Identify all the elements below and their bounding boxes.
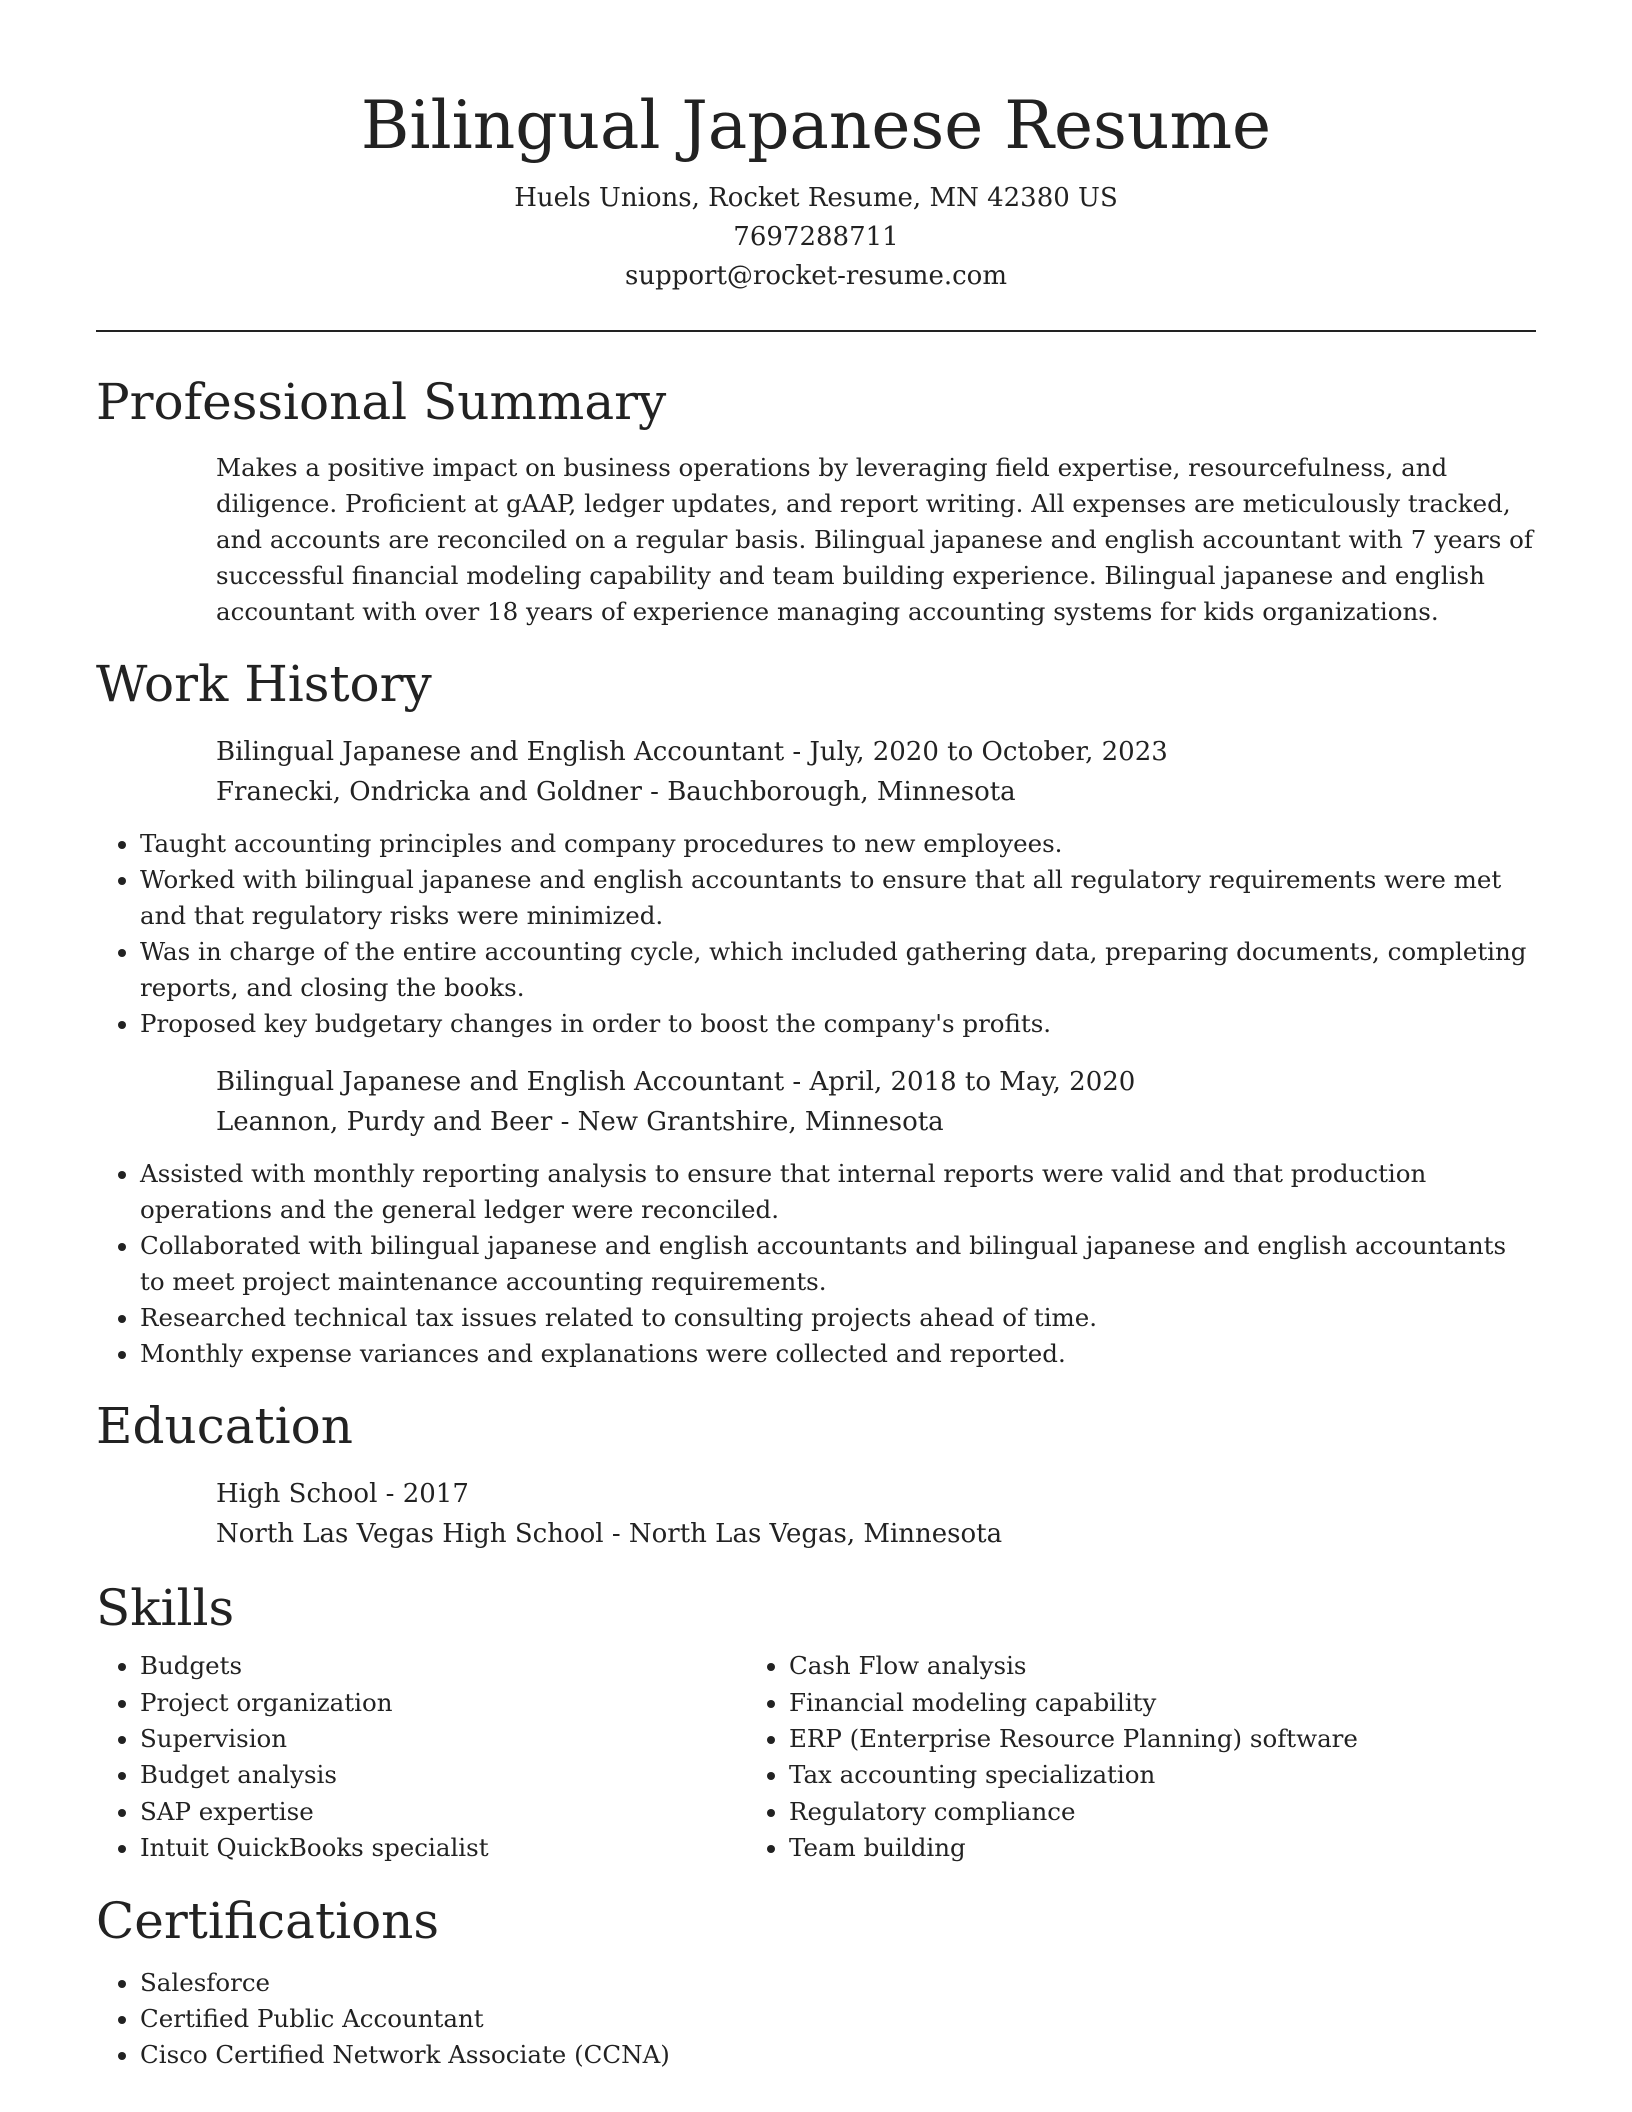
resume-title: Bilingual Japanese Resume [360,87,1272,164]
contact-phone: 7697288711 [733,222,899,253]
list-item: • Salesforce [140,1965,1536,2001]
education-degree-line [216,1474,1536,1514]
job-title: Bilingual Japanese and English Accountant [216,737,785,768]
job-title: Bilingual Japanese and English Accountant [216,1067,785,1098]
contact-block [96,179,1536,296]
education-degree: High School [216,1479,378,1510]
list-item: • Collaborated with bilingual japanese and english accountants and bilingual japanese and english accountants to meet project maintenance accounting requirements. [140,1228,1536,1300]
list-item: • Regulatory compliance [789,1794,1394,1830]
list-item: • Financial modeling capability [789,1685,1394,1721]
certifications-heading: Certifications [96,1891,440,1950]
list-item: • Cash Flow analysis [789,1648,1394,1684]
job-title-line [216,732,1536,772]
summary-section [96,372,1536,630]
job-company: Franecki, Ondricka and Goldner [216,777,642,808]
job-company-line [216,1102,1536,1142]
education-section [96,1396,1536,1554]
work-history-heading: Work History [96,655,432,714]
resume-page [96,0,1536,2073]
list-item: • Assisted with monthly reporting analysis to ensure that internal reports were valid and that production operations and the general ledger were reconciled. [140,1156,1536,1228]
list-item: • Certified Public Accountant [140,2001,1536,2037]
list-item: • Taught accounting principles and company procedures to new employees. [140,826,1536,862]
list-item: • Worked with bilingual japanese and english accountants to ensure that all regulatory requirements were met and that regulatory risks were minimized. [140,862,1536,934]
job-entry [216,732,1536,812]
certifications-section [96,1891,1536,2073]
job-location: - New Grantshire, Minnesota [552,1107,944,1138]
header-divider [96,330,1536,332]
job-company: Leannon, Purdy and Beer [216,1107,553,1138]
job-dates: - April, 2018 to May, 2020 [784,1067,1136,1098]
education-entry [216,1474,1536,1554]
job-location: - Bauchborough, Minnesota [641,777,1016,808]
list-item: • Was in charge of the entire accounting cycle, which included gathering data, preparing documents, completing reports, and closing the books. [140,934,1536,1006]
list-item: • Intuit QuickBooks specialist [140,1830,745,1866]
list-item: • Budget analysis [140,1757,745,1793]
job-bullets [96,1156,1536,1372]
work-history-section [96,654,1536,1372]
list-item: • Tax accounting specialization [789,1757,1394,1793]
contact-address: Huels Unions, Rocket Resume, MN 42380 US [514,183,1118,214]
skills-section [96,1578,1536,1866]
summary-heading: Professional Summary [96,373,667,432]
skills-left-column [96,1648,745,1866]
list-item: • Cisco Certified Network Associate (CCNA) [140,2037,1536,2073]
skills-grid [96,1648,1536,1866]
education-school-line [216,1514,1536,1554]
education-heading: Education [96,1397,353,1456]
list-item: • Budgets [140,1648,745,1684]
list-item: • Monthly expense variances and explanations were collected and reported. [140,1336,1536,1372]
list-item: • Project organization [140,1685,745,1721]
list-item: • Supervision [140,1721,745,1757]
skills-right-column [745,1648,1394,1866]
list-item: • Proposed key budgetary changes in order to boost the company's profits. [140,1006,1536,1042]
job-title-line [216,1062,1536,1102]
list-item: • Team building [789,1830,1394,1866]
job-bullets [96,826,1536,1042]
education-school: North Las Vegas High School [216,1519,604,1550]
certifications-list [96,1965,1536,2073]
job-entry [216,1062,1536,1142]
education-location: - North Las Vegas, Minnesota [603,1519,1003,1550]
list-item: • ERP (Enterprise Resource Planning) software [789,1721,1394,1757]
job-dates: - July, 2020 to October, 2023 [784,737,1168,768]
skills-heading: Skills [96,1579,235,1638]
list-item: • SAP expertise [140,1794,745,1830]
job-company-line [216,772,1536,812]
contact-email: support@rocket-resume.com [624,261,1007,292]
summary-text: Makes a positive impact on business operations by leveraging field expertise, resourcefulness, and diligence. Proficient at gAAP, ledger updates, and report writing. All expenses are meticulously tracked, and accounts are reconciled on a regular basis. Bilingual japanese and english accountant with 7 years of successful financial modeling capability and team building experience. Bilingual japanese and english accountant with over 18 years of experience managing accounting systems for kids organizations. [216,453,1533,627]
list-item: • Researched technical tax issues related to consulting projects ahead of time. [140,1300,1536,1336]
education-year: - 2017 [377,1479,469,1510]
